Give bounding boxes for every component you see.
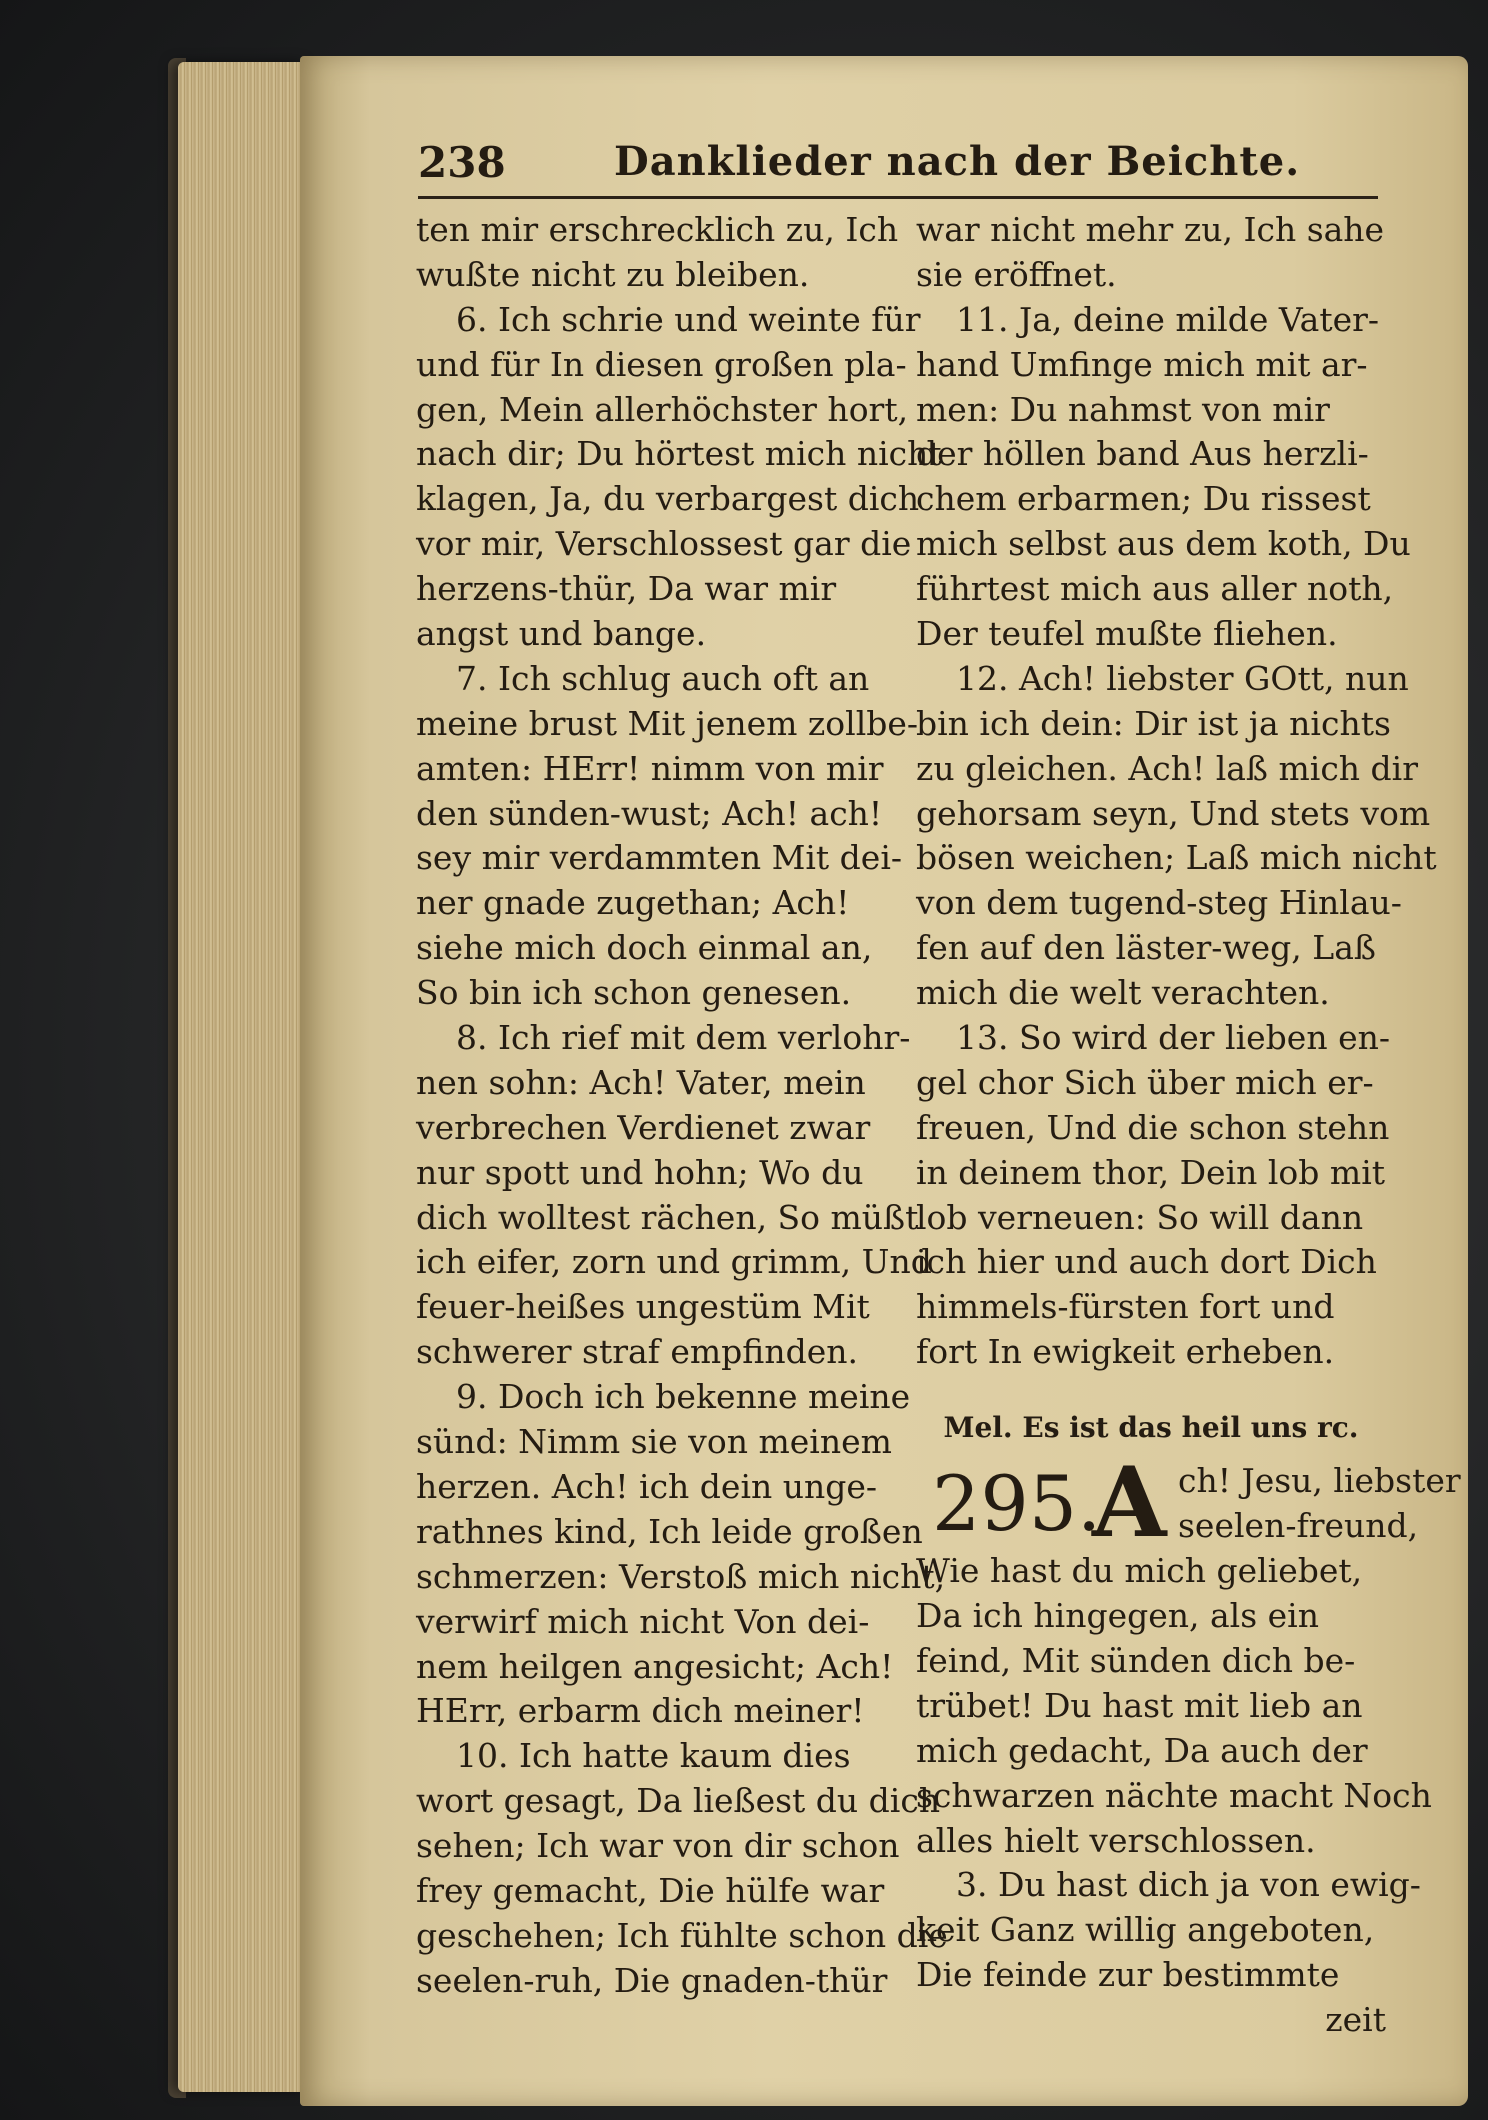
text-line: 12. Ach! liebster GOtt, nun [956,658,1409,698]
text-line: den sünden-wust; Ach! ach! [416,793,883,833]
text-line: Wie hast du mich geliebet, [916,1551,1363,1591]
text-line: von dem tugend-steg Hinlau- [916,883,1402,923]
text-line: mich selbst aus dem koth, Du [916,524,1411,564]
text-line: gen, Mein allerhöchster hort, [416,389,909,429]
text-line: ich hier und auch dort Dich [916,1242,1377,1282]
text-line: trübet! Du hast mit lieb an [916,1685,1363,1725]
text-line: herzens-thür, Da war mir [416,569,837,609]
running-title: Danklieder nach der Beichte. [614,138,1301,185]
text-line: fen auf den läster-weg, Laß [916,928,1376,968]
right-column-bottom-text [916,1549,1432,1998]
text-line: geschehen; Ich fühlte schon die [416,1915,948,1955]
text-line: nem heilgen angesicht; Ach! [416,1646,894,1686]
text-line: wort gesagt, Da ließest du dich [416,1781,941,1821]
text-line: sie eröffnet. [916,254,1117,294]
text-line: Da ich hingegen, als ein [916,1596,1319,1636]
text-line: und für In diesen großen pla- [416,344,907,384]
catchword: zeit [1325,2000,1386,2040]
text-line: meine brust Mit jenem zollbe- [416,703,919,743]
text-line: nach dir; Du hörtest mich nicht [416,434,942,474]
text-line: war nicht mehr zu, Ich sahe [916,210,1385,249]
right-column-top-text [916,208,1437,1375]
text-line: fort In ewigkeit erheben. [916,1332,1335,1372]
page-number: 238 [418,138,506,187]
text-line: dich wolltest rächen, So müßt [416,1197,919,1237]
hymn-first-line: ch! Jesu, liebster [1178,1461,1461,1501]
text-line: 8. Ich rief mit dem verlohr- [456,1018,911,1058]
text-line: 3. Du hast dich ja von ewig- [956,1865,1421,1905]
text-line: So bin ich schon genesen. [416,973,852,1013]
text-line: himmels-fürsten fort und [916,1287,1335,1327]
hymn-number: 295. [932,1459,1102,1549]
text-line: der höllen band Aus herzli- [916,434,1369,474]
text-line: mich die welt verachten. [916,973,1330,1013]
text-line: frey gemacht, Die hülfe war [416,1870,885,1910]
left-column [416,208,948,2004]
text-line: freuen, Und die schon stehn [916,1107,1390,1147]
text-line: sehen; Ich war von dir schon [416,1826,900,1866]
text-line: verwirf mich nicht Von dei- [416,1601,870,1641]
text-line: 7. Ich schlug auch oft an [456,658,870,698]
text-line: 10. Ich hatte kaum dies [456,1736,851,1776]
text-line: sünd: Nimm sie von meinem [416,1422,892,1462]
text-line: seelen-ruh, Die gnaden-thür [416,1960,888,2000]
text-line: amten: HErr! nimm von mir [416,748,884,788]
text-line: herzen. Ach! ich dein unge- [416,1466,878,1506]
right-column [916,208,1461,2043]
text-line: in deinem thor, Dein lob mit [916,1152,1386,1192]
text-line: klagen, Ja, du verbargest dich [416,479,920,519]
melody-note: Mel. Es ist das heil uns rc. [943,1411,1359,1445]
text-line: bösen weichen; Laß mich nicht [916,838,1437,878]
text-line: 11. Ja, deine milde Vater- [956,299,1380,339]
text-line: chem erbarmen; Du rissest [916,479,1371,519]
text-line: ner gnade zugethan; Ach! [416,883,850,923]
text-line: hand Umfinge mich mit ar- [916,344,1368,384]
page-block-edge [178,62,308,2092]
text-line: wußte nicht zu bleiben. [416,254,810,294]
text-line: nen sohn: Ach! Vater, mein [416,1062,866,1102]
hymn-second-line: seelen-freund, [1178,1506,1419,1546]
text-line: schwarzen nächte macht Noch [916,1775,1432,1815]
text-line: vor mir, Verschlossest gar die [416,524,912,564]
text-line: zu gleichen. Ach! laß mich dir [916,748,1418,788]
text-line: HErr, erbarm dich meiner! [416,1691,865,1731]
text-line: schmerzen: Verstoß mich nicht, [416,1556,946,1596]
text-line: rathnes kind, Ich leide großen [416,1511,923,1551]
text-line: alles hielt verschlossen. [916,1820,1316,1860]
text-line: 6. Ich schrie und weinte für [456,299,921,339]
text-line: siehe mich doch einmal an, [416,928,873,968]
text-line: ten mir erschrecklich zu, Ich [416,210,899,249]
page-header [418,138,1378,192]
text-line: keit Ganz willig angeboten, [916,1910,1375,1950]
text-line: mich gedacht, Da auch der [916,1730,1368,1770]
text-line: sey mir verdammten Mit dei- [416,838,903,878]
hymn-opening [916,1446,1461,1560]
text-line: feind, Mit sünden dich be- [916,1640,1356,1680]
text-line: verbrechen Verdienet zwar [416,1107,871,1147]
text-line: feuer-heißes ungestüm Mit [416,1287,870,1327]
header-rule [418,196,1378,199]
text-line: schwerer straf empfinden. [416,1332,858,1372]
text-line: gehorsam seyn, Und stets vom [916,793,1431,833]
text-line: bin ich dein: Dir ist ja nichts [916,703,1391,743]
text-line: 9. Doch ich bekenne meine [456,1377,911,1417]
drop-cap-letter: A [1092,1446,1167,1560]
text-line: Der teufel mußte fliehen. [916,614,1338,654]
text-line: Die feinde zur bestimmte [916,1955,1340,1995]
text-line: führtest mich aus aller noth, [916,569,1394,609]
text-line: lob verneuen: So will dann [916,1197,1364,1237]
text-line: ich eifer, zorn und grimm, Und [416,1242,932,1282]
text-line: nur spott und hohn; Wo du [416,1152,864,1192]
text-line: 13. So wird der lieben en- [956,1018,1391,1058]
text-line: angst und bange. [416,614,707,654]
text-line: men: Du nahmst von mir [916,389,1330,429]
text-line: gel chor Sich über mich er- [916,1062,1374,1102]
